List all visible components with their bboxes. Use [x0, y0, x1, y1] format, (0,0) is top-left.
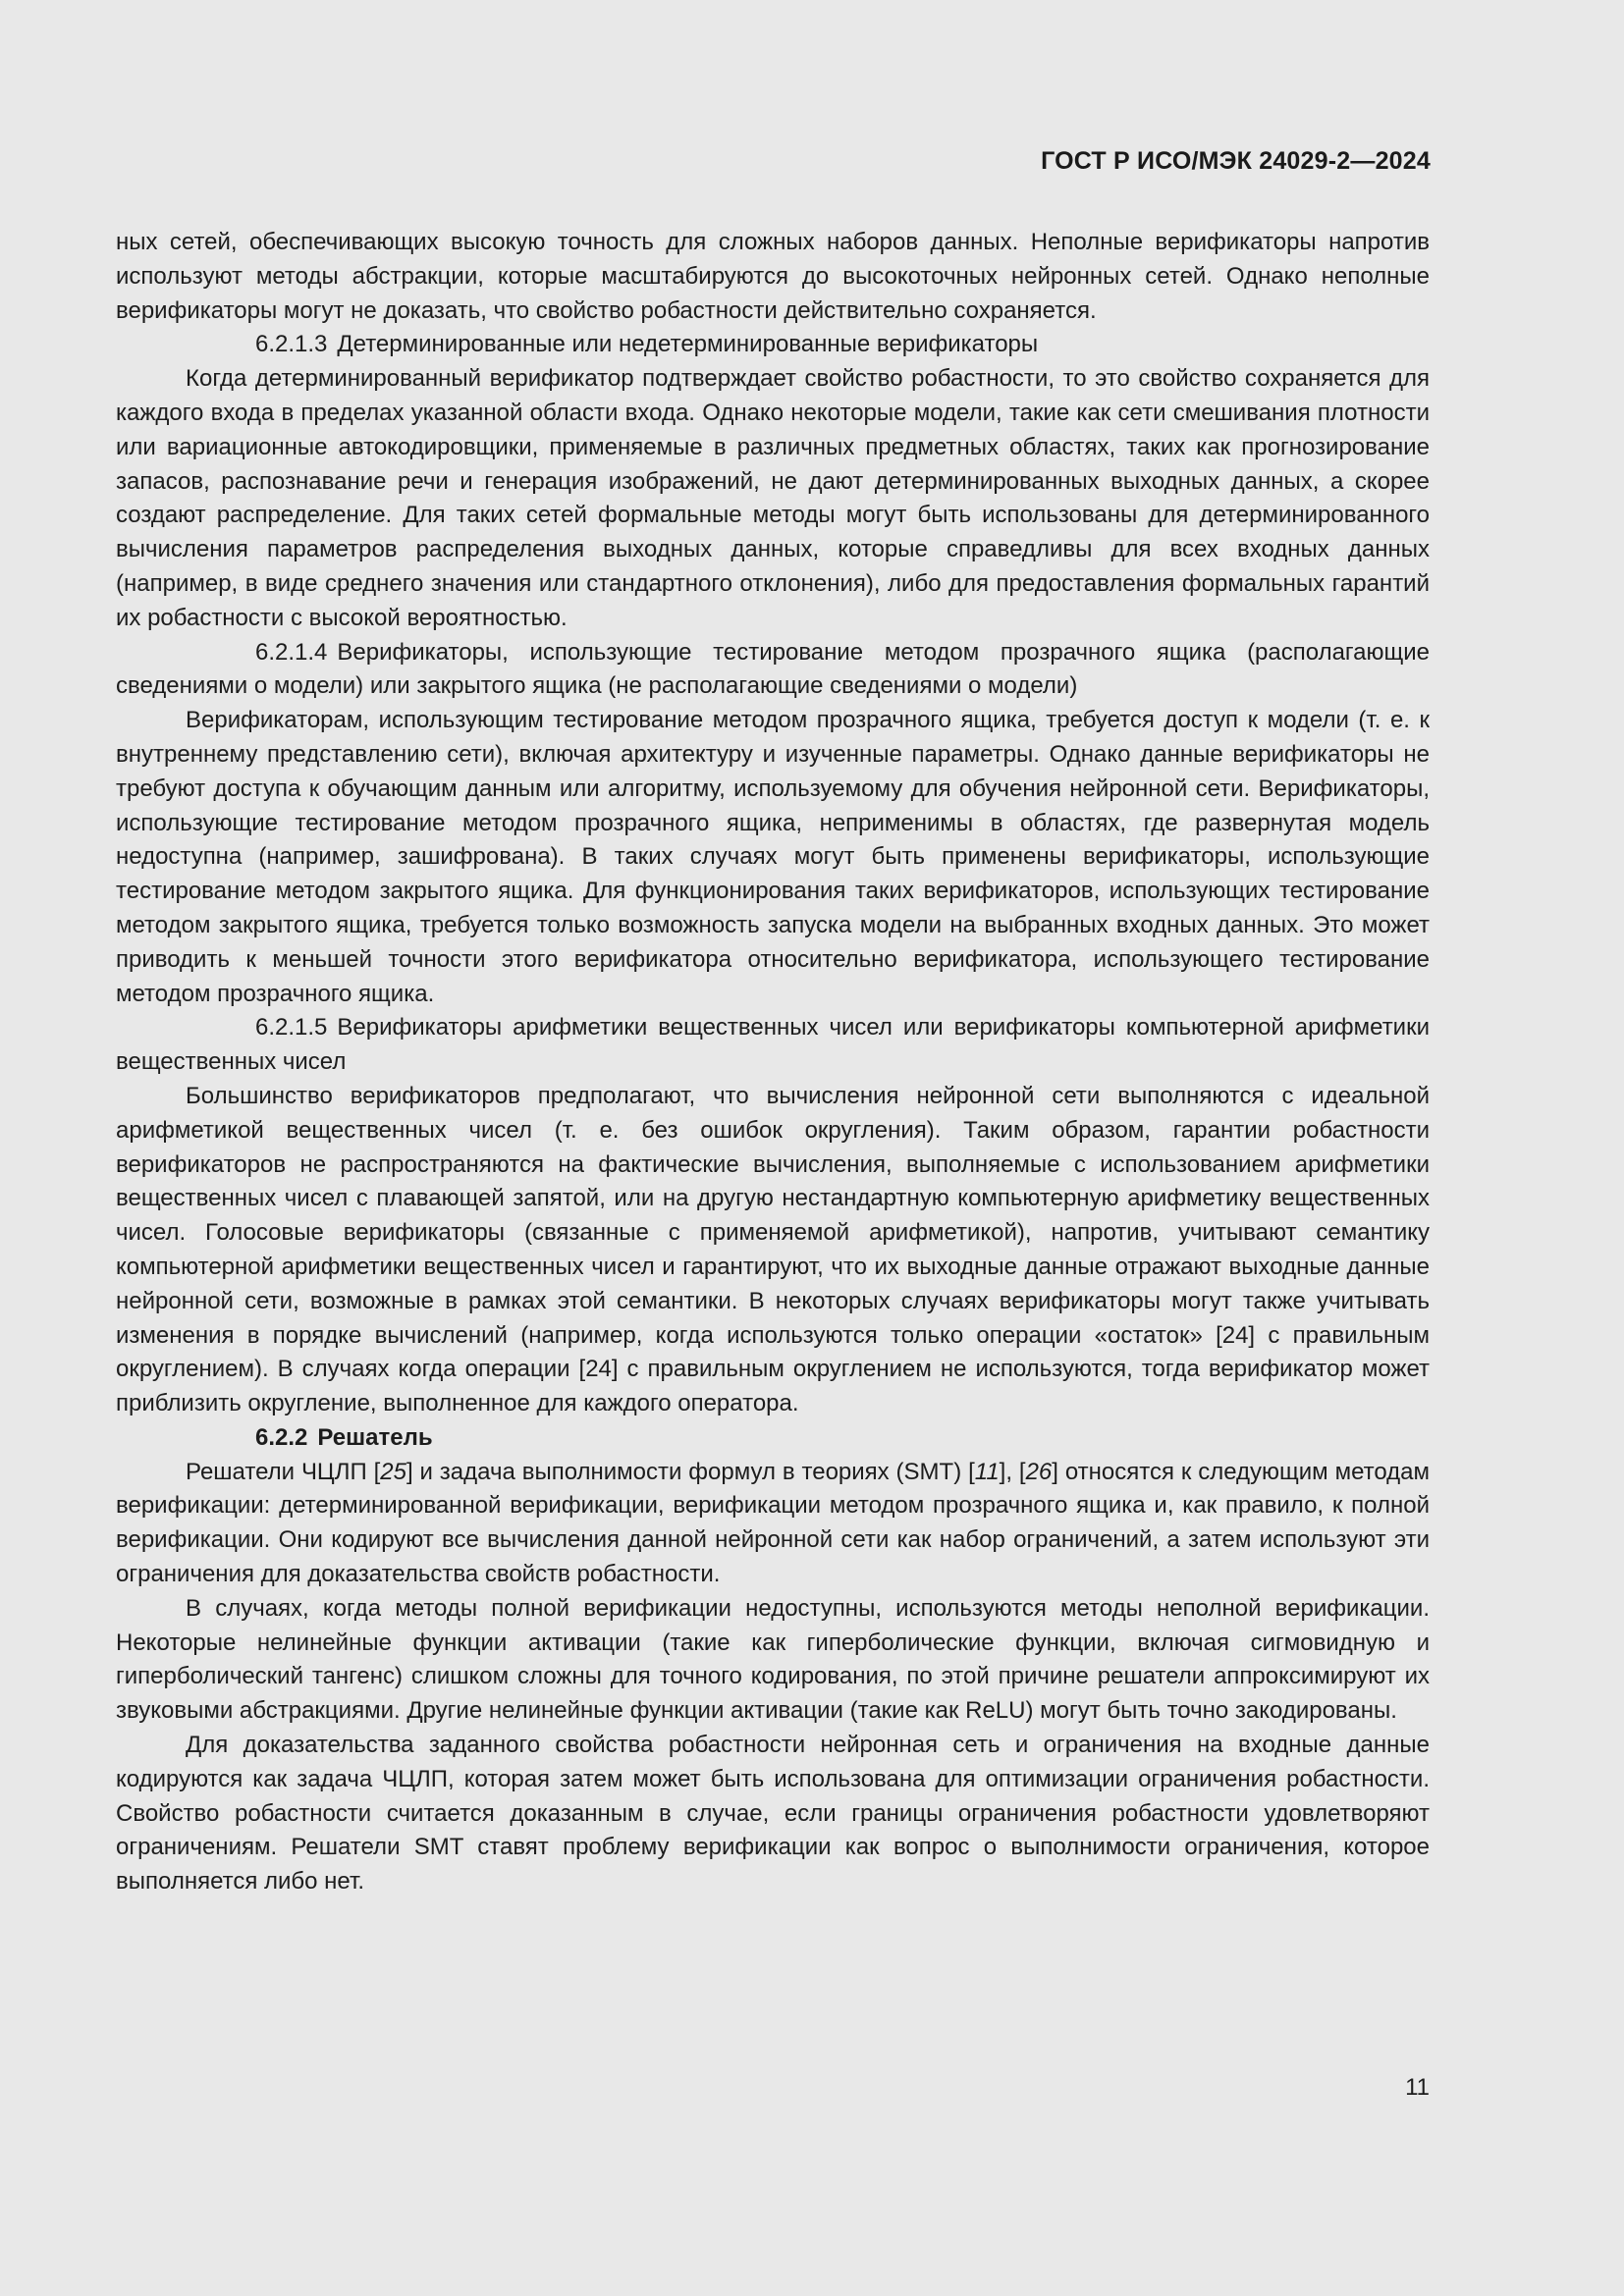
paragraph-continuation: ных сетей, обеспечивающих высокую точность для сложных наборов данных. Неполные верификаторы напротив используют методы абстракции, которые масштабируются до высокоточных нейронных сетей. Однако неполные верификаторы могут не доказать, что свойство робастности действительно сохраняется.	[116, 229, 1430, 324]
paragraph-arithmetic: Большинство верификаторов предполагают, что вычисления нейронной сети выполняются с идеальной арифметикой вещественных чисел (т. е. без ошибок округления). Таким образом, гарантии робастности верификаторов не распространяются на фактические вычисления, выполняемые с использованием арифметики вещественных чисел с плавающей запятой, или на другую нестандартную компьютерную арифметику вещественных чисел. Голосовые верификаторы (связанные с применяемой арифметикой), напротив, учитывают семантику компьютерной арифметики вещественных чисел и гарантируют, что их выходные данные отражают выходные данные нейронной сети, возможные в рамках этой семантики. В некоторых случаях верификаторы могут также учитывать изменения в порядке вычислений (например, когда используются только операции «остаток» [24] с правильным округлением). В случаях когда операции [24] с правильным округлением не используются, тогда верификатор может приблизить округление, выполненное для каждого оператора.	[116, 1082, 1430, 1417]
section-title: Верификаторы арифметики вещественных чисел или верификаторы компьютерной арифметики вещественных чисел	[116, 1014, 1430, 1076]
section-number: 6.2.2	[255, 1423, 308, 1451]
text-run: ], [	[999, 1458, 1026, 1485]
document-header: ГОСТ Р ИСО/МЭК 24029-2—2024	[1041, 147, 1431, 175]
text-run: ] и задача выполнимости формул в теориях (SMT) [	[406, 1458, 975, 1485]
section-heading-6-2-1-3	[116, 328, 1430, 362]
paragraph-incomplete-methods: В случаях, когда методы полной верификации недоступны, используются методы неполной верификации. Некоторые нелинейные функции активации (такие как гиперболические функции, включая сигмовидную и гиперболический тангенс) слишком сложны для точного кодирования, по этой причине решатели аппроксимируют их звуковыми абстракциями. Другие нелинейные функции активации (такие как ReLU) могут быть точно закодированы.	[116, 1594, 1430, 1725]
section-number: 6.2.1.5	[255, 1014, 328, 1041]
paragraph-milp-encoding: Для доказательства заданного свойства робастности нейронная сеть и ограничения на входные данные кодируются как задача ЧЦЛП, которая затем может быть использована для оптимизации ограничения робастности. Свойство робастности считается доказанным в случае, если границы ограничения робастности удовлетворяют ограничениям. Решатели SMT ставят проблему верификации как вопрос о выполнимости ограничения, которое выполняется либо нет.	[116, 1732, 1430, 1896]
section-number: 6.2.1.3	[255, 331, 328, 358]
section-heading-6-2-1-5	[116, 1011, 1430, 1080]
paragraph-solvers	[116, 1456, 1430, 1592]
reference-link: 11	[974, 1458, 1000, 1485]
paragraph-white-box: Верификаторам, использующим тестирование методом прозрачного ящика, требуется доступ к модели (т. е. к внутреннему представлению сети), включая архитектуру и изученные параметры. Однако данные верификаторы не требуют доступа к обучающим данным или алгоритму, используемому для обучения нейронной сети. Верификаторы, использующие тестирование методом прозрачного ящика, неприменимы в областях, где развернутая модель недоступна (например, зашифрована). В таких случаях могут быть применены верификаторы, использующие тестирование методом закрытого ящика. Для функционирования таких верификаторов, использующих тестирование методом закрытого ящика, требуется только возможность запуска модели на выбранных входных данных. Это может приводить к меньшей точности этого верификатора относительно верификатора, использующего тестирование методом прозрачного ящика.	[116, 707, 1430, 1007]
section-heading-6-2-1-4	[116, 636, 1430, 705]
reference-link: 25	[380, 1458, 406, 1485]
text-run: ] относятся к следующим методам верификации: детерминированной верификации, верификации методом прозрачного ящика и, как правило, к полной верификации. Они кодируют все вычисления данной нейронной сети как набор ограничений, а затем используют эти ограничения для доказательства свойств робастности.	[116, 1458, 1431, 1588]
section-title: Верификаторы, использующие тестирование методом прозрачного ящика (располагающие сведениями о модели) или закрытого ящика (не располагающие сведениями о модели)	[116, 638, 1430, 700]
section-number: 6.2.1.4	[255, 638, 328, 666]
section-title: Решатель	[317, 1423, 433, 1451]
paragraph-deterministic: Когда детерминированный верификатор подтверждает свойство робастности, то это свойство сохраняется для каждого входа в пределах указанной области входа. Однако некоторые модели, такие как сети смешивания плотности или вариационные автокодировщики, применяемые в различных предметных областях, таких как прогнозирование запасов, распознавание речи и генерация изображений, не дают детерминированных выходных данных, а скорее создают распределение. Для таких сетей формальные методы могут быть использованы для детерминированного вычисления параметров распределения выходных данных, которые справедливы для всех входных данных (например, в виде среднего значения или стандартного отклонения), либо для предоставления формальных гарантий их робастности с высокой вероятностью.	[116, 365, 1430, 631]
reference-link: 26	[1025, 1458, 1053, 1485]
section-title: Детерминированные или недетерминированные верификаторы	[337, 331, 1039, 358]
text-run: Решатели ЧЦЛП [	[186, 1458, 381, 1485]
section-heading-6-2-2	[116, 1421, 1430, 1456]
document-body	[116, 226, 1430, 1899]
page-number: 11	[1405, 2074, 1430, 2101]
